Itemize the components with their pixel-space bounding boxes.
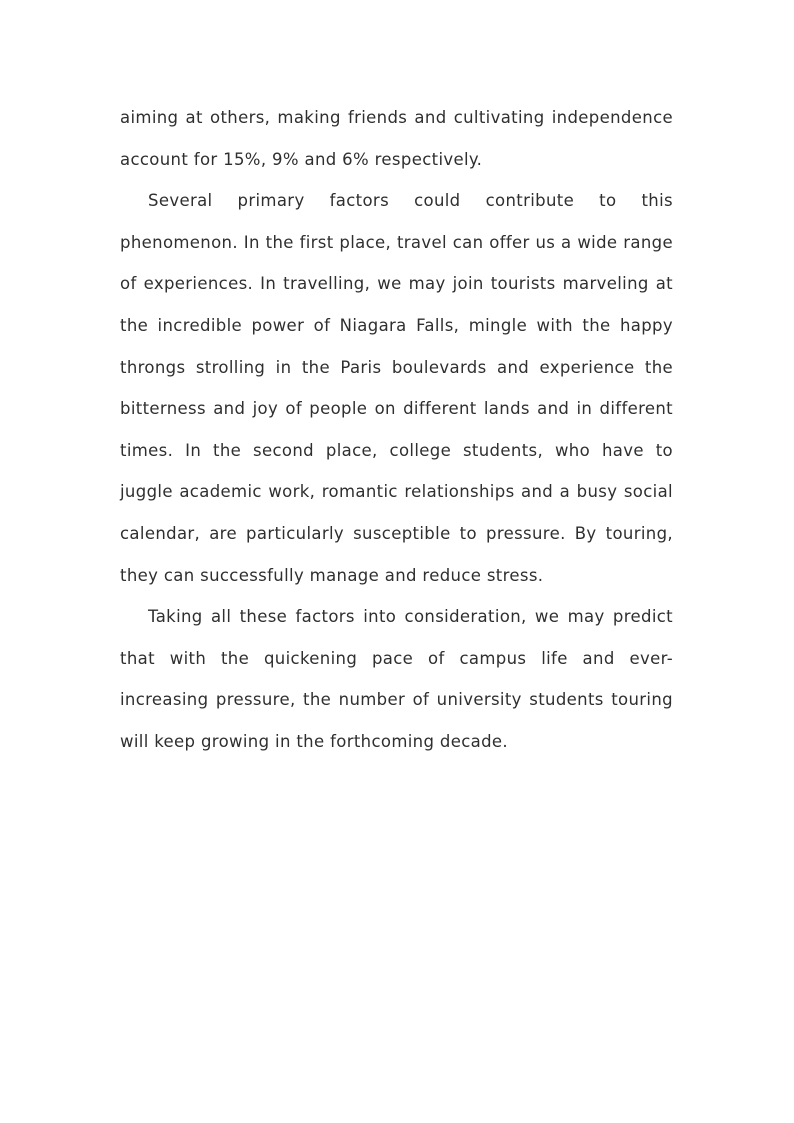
paragraph-2: Several primary factors could contribute to this phenomenon. In the first place, travel can offer us a wide range of experiences. In travelling, we may join tourists marveling at the incredible power of Niagara Falls, mingle with the happy throngs strolling in the Paris boulevards and experience the bitterness and joy of people on different lands and in different times. In the second place, college students, who have to juggle academic work, romantic relationships and a busy social calendar, are particularly susceptible to pressure. By touring, they can successfully manage and reduce stress. — [120, 191, 673, 585]
paragraph-1: aiming at others, making friends and cultivating independence account for 15%, 9% and 6% respectively. — [120, 108, 673, 169]
paragraph-3: Taking all these factors into consideration, we may predict that with the quickening pace of campus life and ever-increasing pressure, the number of university students touring will keep growing in the forthcoming decade. — [120, 607, 673, 751]
document-body — [120, 97, 673, 763]
